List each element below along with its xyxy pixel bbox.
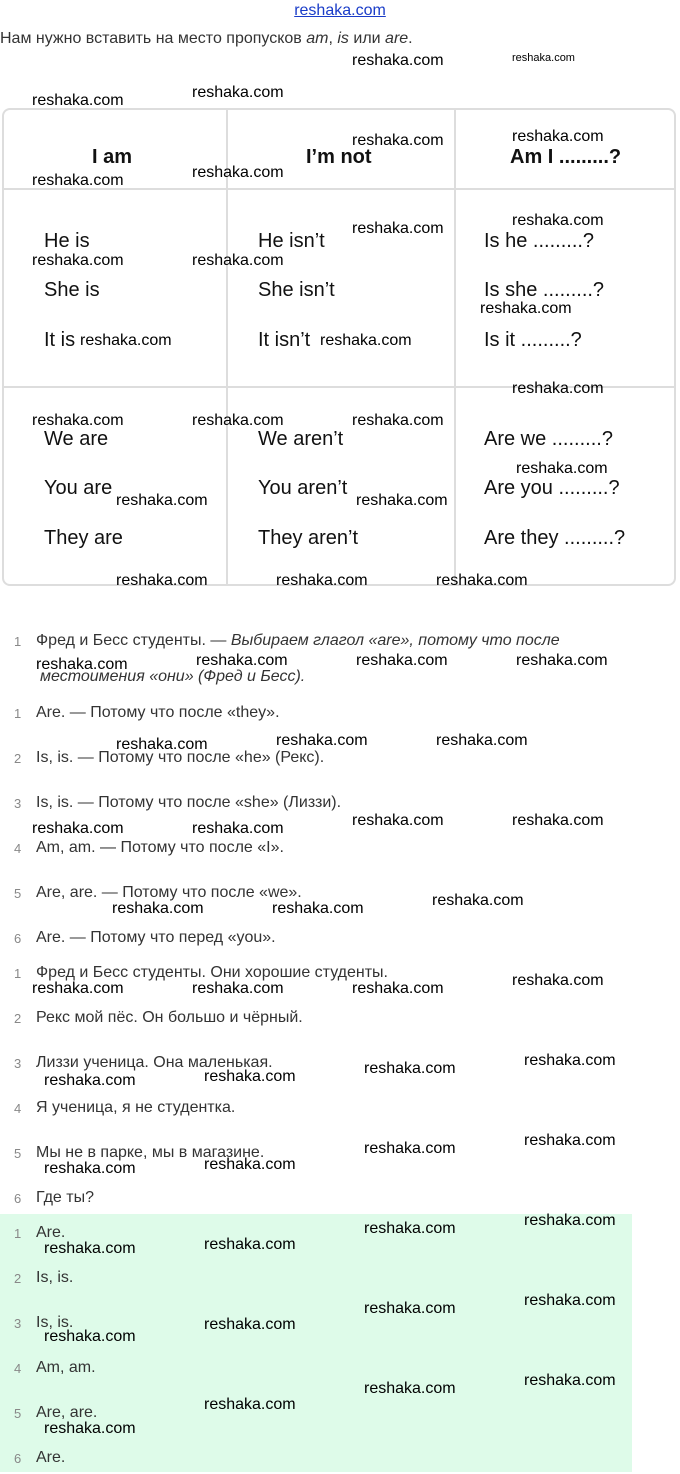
watermark: reshaka.com xyxy=(524,1212,616,1229)
table-cell: Are we .........? xyxy=(484,428,613,450)
intro-text: Нам нужно вставить на место пропусков am, is или are. xyxy=(0,30,413,47)
watermark: reshaka.com xyxy=(192,164,284,181)
watermark: reshaka.com xyxy=(192,252,284,269)
watermark: reshaka.com xyxy=(356,492,448,509)
watermark: reshaka.com xyxy=(44,1420,136,1437)
watermark: reshaka.com xyxy=(192,980,284,997)
site-link[interactable]: reshaka.com xyxy=(294,2,386,19)
watermark: reshaka.com xyxy=(112,900,204,917)
watermark: reshaka.com xyxy=(32,92,124,109)
watermark: reshaka.com xyxy=(36,656,128,673)
watermark: reshaka.com xyxy=(32,252,124,269)
table-cell: It is xyxy=(44,329,76,351)
watermark: reshaka.com xyxy=(356,652,448,669)
watermark: reshaka.com xyxy=(524,1132,616,1149)
list-number: 1 xyxy=(14,634,22,649)
watermark: reshaka.com xyxy=(204,1236,296,1253)
watermark: reshaka.com xyxy=(204,1316,296,1333)
example-rule: Выбираем глагол «are», потому что после xyxy=(230,632,560,649)
table-cell: Is she .........? xyxy=(484,279,605,301)
table-cell: He is xyxy=(44,230,90,252)
watermark: reshaka.com xyxy=(80,332,172,349)
watermark: reshaka.com xyxy=(352,52,444,69)
watermark: reshaka.com xyxy=(320,332,412,349)
watermark: reshaka.com xyxy=(436,732,528,749)
watermark: reshaka.com xyxy=(364,1220,456,1237)
watermark: reshaka.com xyxy=(192,84,284,101)
watermark: reshaka.com xyxy=(32,412,124,429)
watermark: reshaka.com xyxy=(116,736,208,753)
table-cell: They are xyxy=(44,527,123,549)
watermark: reshaka.com xyxy=(276,572,368,589)
watermark: reshaka.com xyxy=(116,492,208,509)
table-cell: She is xyxy=(44,279,100,301)
watermark: reshaka.com xyxy=(204,1156,296,1173)
table-head-question: Am I .........? xyxy=(510,146,622,168)
watermark: reshaka.com xyxy=(516,652,608,669)
table-head-affirmative: I am xyxy=(92,146,133,168)
watermark: reshaka.com xyxy=(364,1300,456,1317)
watermark: reshaka.com xyxy=(364,1060,456,1077)
table-cell: It isn’t xyxy=(258,329,311,351)
watermark: reshaka.com xyxy=(352,220,444,237)
table-cell: Is it .........? xyxy=(484,329,582,351)
watermark: reshaka.com xyxy=(352,980,444,997)
watermark: reshaka.com xyxy=(352,132,444,149)
watermark: reshaka.com xyxy=(196,652,288,669)
watermark: reshaka.com xyxy=(44,1160,136,1177)
watermark: reshaka.com xyxy=(516,460,608,477)
table-cell: You are xyxy=(44,477,113,499)
table-cell: We are xyxy=(44,428,109,450)
table-cell: She isn’t xyxy=(258,279,335,301)
table-cell: We aren’t xyxy=(258,428,344,450)
watermark: reshaka.com xyxy=(192,412,284,429)
watermark: reshaka.com xyxy=(272,900,364,917)
watermark: reshaka.com xyxy=(524,1372,616,1389)
watermark: reshaka.com xyxy=(44,1328,136,1345)
watermark: reshaka.com xyxy=(512,212,604,229)
table-cell: Are they .........? xyxy=(484,527,626,549)
watermark: reshaka.com xyxy=(204,1068,296,1085)
table-head-negative: I’m not xyxy=(306,146,372,168)
watermark: reshaka.com xyxy=(524,1292,616,1309)
watermark: reshaka.com xyxy=(512,812,604,829)
watermark: reshaka.com xyxy=(32,172,124,189)
watermark: reshaka.com xyxy=(44,1072,136,1089)
watermark: reshaka.com xyxy=(364,1380,456,1397)
watermark: reshaka.com xyxy=(276,732,368,749)
watermark: reshaka.com xyxy=(204,1396,296,1413)
watermark: reshaka.com xyxy=(480,300,572,317)
watermark: reshaka.com xyxy=(436,572,528,589)
table-cell: Are you .........? xyxy=(484,477,620,499)
watermark: reshaka.com xyxy=(32,820,124,837)
watermark: reshaka.com xyxy=(512,380,604,397)
table-cell: You aren’t xyxy=(258,477,348,499)
watermark: reshaka.com xyxy=(352,812,444,829)
watermark: reshaka.com xyxy=(364,1140,456,1157)
table-cell: He isn’t xyxy=(258,230,325,252)
example-rule-continued: местоимения «они» (Фред и Бесс). xyxy=(40,668,306,685)
watermark: reshaka.com xyxy=(512,52,575,64)
watermark: reshaka.com xyxy=(512,972,604,989)
table-cell: They aren’t xyxy=(258,527,359,549)
table-cell: Is he .........? xyxy=(484,230,595,252)
example-sentence: Фред и Бесс студенты. — xyxy=(36,632,231,649)
watermark: reshaka.com xyxy=(524,1052,616,1069)
watermark: reshaka.com xyxy=(352,412,444,429)
watermark: reshaka.com xyxy=(192,820,284,837)
watermark: reshaka.com xyxy=(116,572,208,589)
watermark: reshaka.com xyxy=(32,980,124,997)
watermark: reshaka.com xyxy=(44,1240,136,1257)
table-divider xyxy=(454,108,456,586)
watermark: reshaka.com xyxy=(432,892,524,909)
example-item xyxy=(0,632,680,652)
watermark: reshaka.com xyxy=(512,128,604,145)
